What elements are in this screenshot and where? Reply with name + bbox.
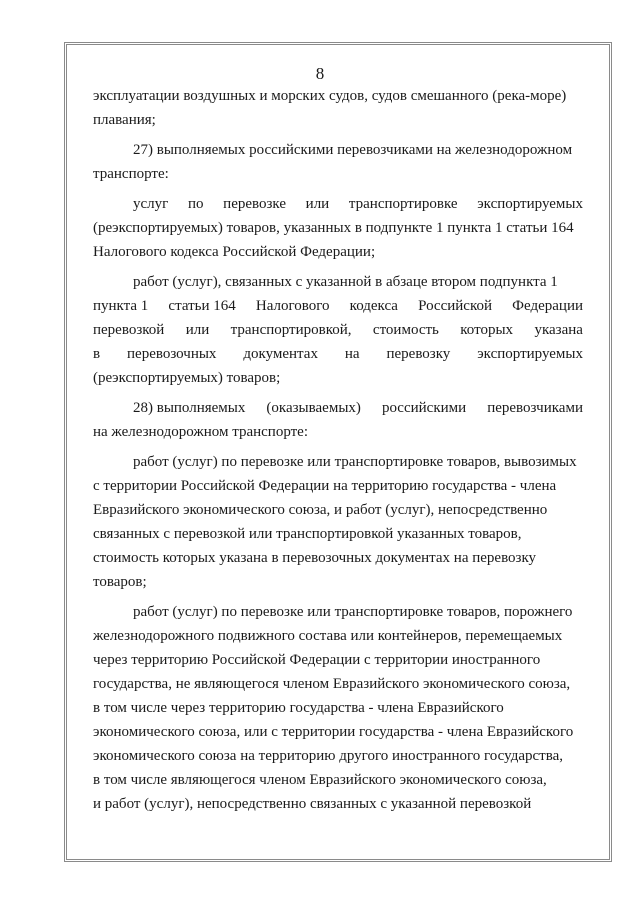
text-line: плавания; xyxy=(93,112,156,128)
word: перевозчиками xyxy=(487,400,583,416)
word: (оказываемых) xyxy=(266,400,361,416)
text-line: экономического союза, или с территории государства - члена Евразийского xyxy=(93,724,574,740)
text-line: товаров; xyxy=(93,574,147,590)
text-line: работ (услуг) по перевозке или транспортировке товаров, вывозимых xyxy=(133,454,577,470)
text-line: на железнодорожном транспорте: xyxy=(93,424,309,440)
word: или xyxy=(185,322,210,338)
text-line xyxy=(93,320,583,340)
text-line xyxy=(93,344,583,364)
word: которых xyxy=(460,322,514,338)
word: Налогового xyxy=(255,298,330,314)
word: статьи 164 xyxy=(168,298,236,314)
text-line: и работ (услуг), непосредственно связанных с указанной перевозкой xyxy=(93,796,532,812)
text-line: 27) выполняемых российскими перевозчиками на железнодорожном xyxy=(133,142,573,158)
word: 28) выполняемых xyxy=(133,400,246,416)
text-line xyxy=(93,296,583,316)
text-line xyxy=(133,398,583,418)
text-line: Евразийского экономического союза, и работ (услуг), непосредственно xyxy=(93,502,548,518)
text-line-content: эксплуатации воздушных и морских судов, судов смешанного (река-море) xyxy=(93,88,567,104)
text-line: железнодорожного подвижного состава или контейнеров, перемещаемых xyxy=(93,628,563,644)
word: перевозке xyxy=(223,196,286,212)
text-line: с территории Российской Федерации на территорию государства - члена xyxy=(93,478,557,494)
word: Федерации xyxy=(512,298,583,314)
word: на xyxy=(344,346,360,362)
word: экспортируемых xyxy=(477,346,583,362)
word: по xyxy=(187,196,204,212)
word: кодекса xyxy=(349,298,398,314)
page-number: 8 xyxy=(315,64,325,83)
text-line: транспорте: xyxy=(93,166,169,182)
text-line: в том числе через территорию государства - члена Евразийского xyxy=(93,700,504,716)
word: в xyxy=(93,346,101,362)
word: или xyxy=(305,196,330,212)
word: документах xyxy=(243,346,318,362)
word: транспортировке xyxy=(348,196,458,212)
word: стоимость xyxy=(372,322,439,338)
word: экспортируемых xyxy=(477,196,583,212)
text-line: в том числе являющегося членом Евразийского экономического союза, xyxy=(93,772,547,788)
word: указана xyxy=(534,322,583,338)
word: перевозку xyxy=(386,346,451,362)
text-line: работ (услуг), связанных с указанной в абзаце втором подпункта 1 xyxy=(133,274,558,290)
text-line: работ (услуг) по перевозке или транспортировке товаров, порожнего xyxy=(133,604,573,620)
word: перевозочных xyxy=(127,346,217,362)
word: Российской xyxy=(418,298,493,314)
word: пункта 1 xyxy=(93,298,149,314)
text-line: экономического союза на территорию другого иностранного государства, xyxy=(93,748,563,764)
text-line: государства, не являющегося членом Евразийского экономического союза, xyxy=(93,676,571,692)
text-line: (реэкспортируемых) товаров; xyxy=(93,370,281,386)
text-line xyxy=(93,86,583,106)
text-line: (реэкспортируемых) товаров, указанных в подпункте 1 пункта 1 статьи 164 xyxy=(93,220,574,236)
text-line: через территорию Российской Федерации с территории иностранного xyxy=(93,652,541,668)
word: транспортировкой, xyxy=(230,322,352,338)
text-line: связанных с перевозкой или транспортировкой указанных товаров, xyxy=(93,526,522,542)
text-line: стоимость которых указана в перевозочных документах на перевозку xyxy=(93,550,537,566)
word: российскими xyxy=(381,400,467,416)
text-line xyxy=(133,194,583,214)
word: перевозкой xyxy=(93,322,165,338)
word: услуг xyxy=(133,196,169,212)
text-line: Налогового кодекса Российской Федерации; xyxy=(93,244,376,260)
